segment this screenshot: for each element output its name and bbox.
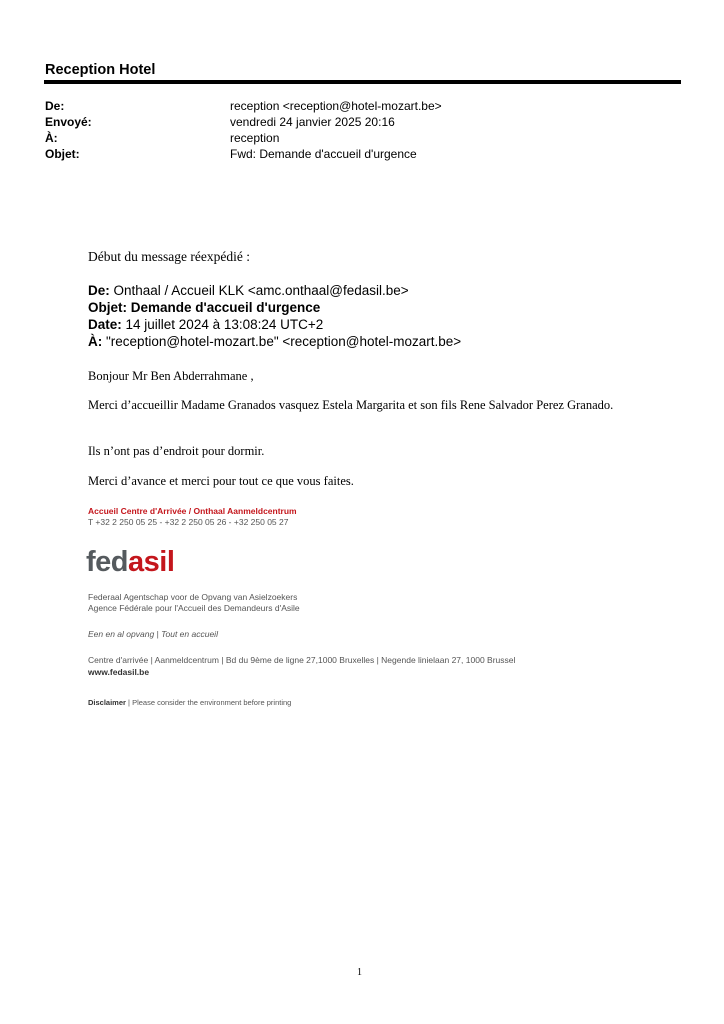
header-value-subject: Fwd: Demande d'accueil d'urgence	[230, 147, 417, 161]
page-number: 1	[357, 967, 362, 978]
forwarded-date-value: 14 juillet 2024 à 13:08:24 UTC+2	[121, 317, 324, 332]
signature-phones: T +32 2 250 05 25 - +32 2 250 05 26 - +32 250 05 27	[88, 517, 289, 527]
title-rule	[44, 80, 681, 84]
forwarded-subject-label: Objet:	[88, 300, 127, 315]
forwarded-subject	[88, 300, 320, 316]
disclaimer-label: Disclaimer	[88, 698, 126, 707]
forwarded-from-value: Onthaal / Accueil KLK <amc.onthaal@fedasil.be>	[109, 283, 409, 298]
disclaimer-text: | Please consider the environment before printing	[125, 698, 292, 707]
header-label-to: À:	[45, 131, 58, 145]
page-title: Reception Hotel	[45, 62, 156, 78]
body-paragraph-2: Ils n’ont pas d’endroit pour dormir.	[88, 444, 265, 458]
header-label-subject: Objet:	[45, 147, 80, 161]
forwarded-to-value: "reception@hotel-mozart.be" <reception@hotel-mozart.be>	[102, 334, 462, 349]
signature-agency-fr: Agence Fédérale pour l'Accueil des Demandeurs d'Asile	[88, 603, 300, 613]
forwarded-to	[88, 334, 461, 350]
forwarded-date-label: Date:	[88, 317, 122, 332]
header-value-sent: vendredi 24 janvier 2025 20:16	[230, 115, 395, 129]
signature-website[interactable]: www.fedasil.be	[88, 667, 150, 677]
logo-part-asil: asil	[128, 546, 175, 578]
header-label-from: De:	[45, 99, 65, 113]
signature-address: Centre d'arrivée | Aanmeldcentrum | Bd du 9ème de ligne 27,1000 Bruxelles | Negende linielaan 27, 1000 Brussel	[88, 655, 516, 665]
header-value-from: reception <reception@hotel-mozart.be>	[230, 99, 442, 113]
header-label-sent: Envoyé:	[45, 115, 92, 129]
forwarded-subject-value: Demande d'accueil d'urgence	[127, 300, 321, 315]
signature-agency-nl: Federaal Agentschap voor de Opvang van Asielzoekers	[88, 592, 298, 602]
fedasil-logo	[86, 545, 174, 579]
body-paragraph-3: Merci d’avance et merci pour tout ce que vous faites.	[88, 474, 354, 488]
logo-part-fed: fed	[86, 546, 128, 578]
signature-disclaimer	[88, 697, 291, 708]
forwarded-intro: Début du message réexpédié :	[88, 249, 250, 264]
forwarded-date	[88, 317, 323, 333]
forwarded-from-label: De:	[88, 283, 110, 298]
body-greeting: Bonjour Mr Ben Abderrahmane ,	[88, 369, 254, 383]
forwarded-to-label: À:	[88, 334, 103, 349]
forwarded-from	[88, 283, 409, 299]
header-value-to: reception	[230, 131, 280, 145]
signature-slogan: Een en al opvang | Tout en accueil	[88, 629, 218, 639]
body-paragraph-1: Merci d’accueillir Madame Granados vasquez Estela Margarita et son fils Rene Salvador Perez Granado.	[88, 398, 614, 412]
signature-title: Accueil Centre d'Arrivée / Onthaal Aanmeldcentrum	[88, 506, 297, 516]
